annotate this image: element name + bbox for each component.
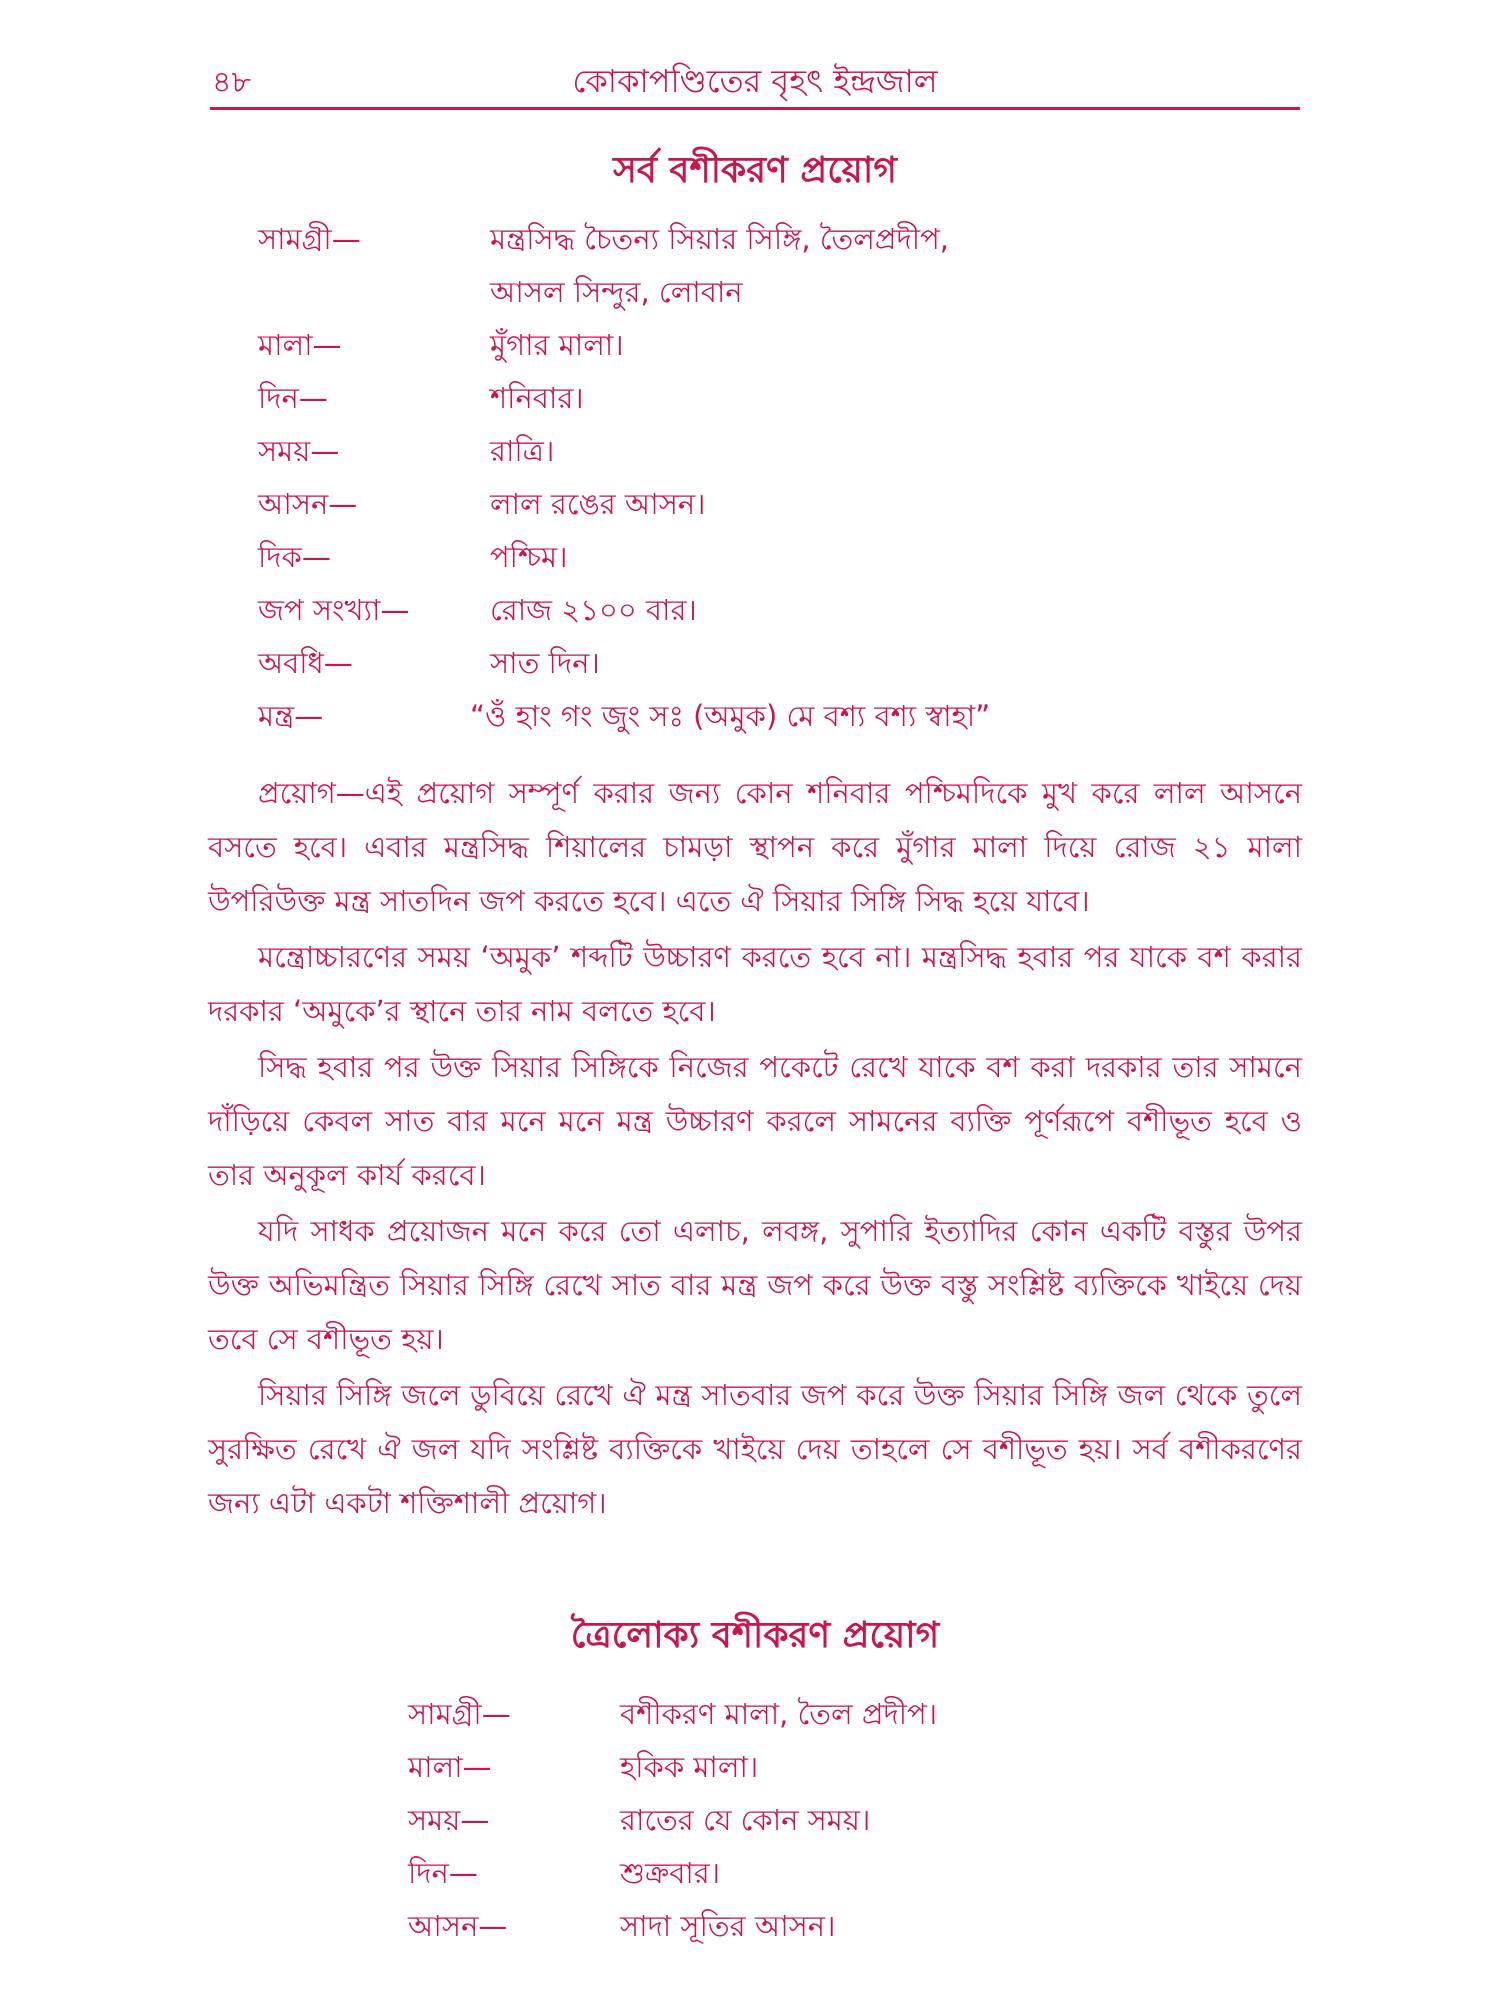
spec-row <box>408 1900 1258 1953</box>
spec-value: পশ্চিম। <box>490 540 568 574</box>
spec-label: দিন— <box>258 381 328 415</box>
spec-label: আসন— <box>408 1909 508 1943</box>
running-head <box>210 52 1300 112</box>
spec-row <box>408 1741 1258 1794</box>
spec-value: মুঁগার মালা। <box>490 328 624 362</box>
spec-value: সাত দিন। <box>490 646 600 680</box>
paragraph: সিয়ার সিঙ্গি জলে ডুবিয়ে রেখে ঐ মন্ত্র সাতবার জপ করে উক্ত সিয়ার সিঙ্গি জল থেকে তুলে সুরক্ষিত রেখে ঐ জল যদি সংশ্লিষ্ট ব্যক্তিকে খাইয়ে দেয় তাহলে সে বশীভূত হয়। সর্ব বশীকরণের জন্য এটা একটা শক্তিশালী প্রয়োগ। <box>208 1378 1302 1520</box>
spec-value: মন্ত্রসিদ্ধ চৈতন্য সিয়ার সিঙ্গি, তৈলপ্রদীপ, আসল সিন্দুর, লোবান <box>490 222 949 309</box>
spec-row <box>258 213 1298 319</box>
requirements-list-2 <box>408 1688 1258 1953</box>
requirements-list <box>258 213 1298 743</box>
spec-row <box>408 1688 1258 1741</box>
spec-label: সময়— <box>258 434 340 468</box>
spec-row <box>258 319 1298 372</box>
section-title-sarva-vashikaran: সর্ব বশীকরণ প্রয়োগ <box>613 150 897 191</box>
mantra-text: “ওঁ হাং গং জুং সঃ (অমুক) মে বশ্য বশ্য স্বাহা” <box>470 699 991 733</box>
spec-value: শুক্রবার। <box>620 1856 721 1890</box>
spec-value: বশীকরণ মালা, তৈল প্রদীপ। <box>620 1697 938 1731</box>
paragraph: যদি সাধক প্রয়োজন মনে করে তো এলাচ, লবঙ্গ, সুপারি ইত্যাদির কোন একটি বস্তুর উপর উক্ত অভিমন্ত্রিত সিয়ার সিঙ্গি রেখে সাত বার মন্ত্র জপ করে উক্ত বস্তু সংশ্লিষ্ট ব্যক্তিকে খাইয়ে দেয় তবে সে বশীভূত হয়। <box>208 1214 1302 1356</box>
spec-label: সামগ্রী— <box>258 222 361 256</box>
spec-label: দিক— <box>258 540 331 574</box>
procedure-text <box>208 766 1302 1532</box>
section-title-trailokya-vashikaran: ত্রৈলোক্য বশীকরণ প্রয়োগ <box>570 1615 940 1656</box>
spec-row <box>408 1794 1258 1847</box>
spec-label: জপ সংখ্যা— <box>258 593 410 627</box>
spec-label: সময়— <box>408 1803 490 1837</box>
spec-row <box>258 478 1298 531</box>
spec-row <box>258 425 1298 478</box>
spec-label: মালা— <box>408 1750 492 1784</box>
page-number: ৪৮ <box>212 65 251 100</box>
header-rule <box>210 107 1300 110</box>
paragraph: প্রয়োগ—এই প্রয়োগ সম্পূর্ণ করার জন্য কোন শনিবার পশ্চিমদিকে মুখ করে লাল আসনে বসতে হবে। এবার মন্ত্রসিদ্ধ শিয়ালের চামড়া স্থাপন করে মুঁগার মালা দিয়ে রোজ ২১ মালা উপরিউক্ত মন্ত্র সাতদিন জপ করতে হবে। এতে ঐ সিয়ার সিঙ্গি সিদ্ধ হয়ে যাবে। <box>208 776 1302 918</box>
spec-value: হকিক মালা। <box>620 1750 759 1784</box>
spec-row <box>408 1847 1258 1900</box>
spec-row <box>258 531 1298 584</box>
spec-row <box>258 372 1298 425</box>
spec-value: রাতের যে কোন সময়। <box>620 1803 871 1837</box>
spec-label: আসন— <box>258 487 358 521</box>
book-title: কোকাপণ্ডিতের বৃহৎ ইন্দ্রজাল <box>572 62 938 100</box>
spec-value: শনিবার। <box>490 381 584 415</box>
spec-label: মালা— <box>258 328 342 362</box>
spec-row <box>258 637 1298 690</box>
spec-label: মন্ত্র— <box>258 699 324 733</box>
spec-label: অবধি— <box>258 646 353 680</box>
spec-label: দিন— <box>408 1856 478 1890</box>
spec-value: রাত্রি। <box>490 434 555 468</box>
spec-value: রোজ ২১০০ বার। <box>490 593 697 627</box>
spec-row <box>258 584 1298 637</box>
paragraph: সিদ্ধ হবার পর উক্ত সিয়ার সিঙ্গিকে নিজের পকেটে রেখে যাকে বশ করা দরকার তার সামনে দাঁড়িয়ে কেবল সাত বার মনে মনে মন্ত্র উচ্চারণ করলে সামনের ব্যক্তি পূর্ণরূপে বশীভূত হবে ও তার অনুকূল কার্য করবে। <box>208 1050 1302 1192</box>
spec-value: সাদা সূতির আসন। <box>620 1909 836 1943</box>
spec-value: লাল রঙের আসন। <box>490 487 706 521</box>
paragraph: মন্ত্রোচ্চারণের সময় ‘অমুক’ শব্দটি উচ্চারণ করতে হবে না। মন্ত্রসিদ্ধ হবার পর যাকে বশ করার দরকার ‘অমুকে’র স্থানে তার নাম বলতে হবে। <box>208 940 1302 1028</box>
mantra-row <box>258 690 1298 743</box>
spec-label: সামগ্রী— <box>408 1697 511 1731</box>
